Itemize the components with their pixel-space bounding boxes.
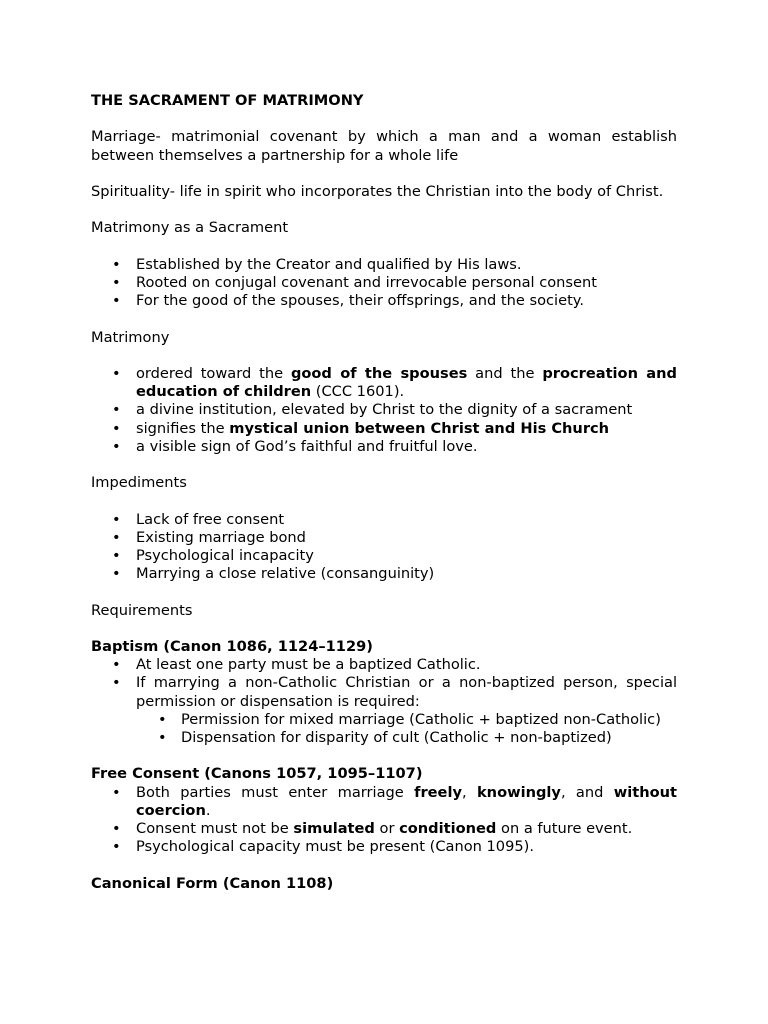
text-run: . — [205, 801, 211, 819]
text-run: Consent must not be — [136, 819, 294, 837]
marriage-definition: Marriage- matrimonial covenant by which a man and a woman establish between themselves a partnership for a whole life — [91, 128, 677, 164]
canonical-form-heading: Canonical Form (Canon 1108) — [91, 874, 334, 892]
list-item: • For the good of the spouses, their offsprings, and the society. — [91, 292, 677, 310]
list-item: • Rooted on conjugal covenant and irrevocable personal consent — [91, 274, 677, 292]
list-item: • Established by the Creator and qualified by His laws. — [91, 256, 677, 274]
sub-list-item: • Dispensation for disparity of cult (Catholic + non-baptized) — [91, 729, 677, 747]
baptism-sublist — [91, 711, 677, 747]
spirituality-definition: Spirituality- life in spirit who incorporates the Christian into the body of Christ. — [91, 182, 664, 200]
impediments-list — [91, 511, 677, 584]
document-title: THE SACRAMENT OF MATRIMONY — [91, 92, 364, 109]
bold-text: mystical union between Christ and His Church — [229, 419, 610, 437]
list-item: • a divine institution, elevated by Christ to the dignity of a sacrament — [91, 401, 677, 419]
bold-text: simulated — [293, 819, 375, 837]
text-run: , and — [560, 783, 614, 801]
list-item: • Lack of free consent — [91, 511, 677, 529]
text-run: signifies the — [136, 419, 230, 437]
list-item — [91, 784, 677, 820]
text-run: on a future event. — [496, 819, 633, 837]
consent-heading: Free Consent (Canons 1057, 1095–1107) — [91, 765, 423, 783]
impediments-heading: Impediments — [91, 474, 187, 492]
text-run: and the — [467, 364, 543, 382]
list-item: • At least one party must be a baptized Catholic. — [91, 656, 677, 674]
bold-text: good of the spouses — [290, 364, 468, 382]
list-item: • Psychological capacity must be present (Canon 1095). — [91, 838, 677, 856]
list-item — [91, 365, 677, 401]
requirements-heading: Requirements — [91, 601, 193, 619]
list-item: • a visible sign of God’s faithful and fruitful love. — [91, 438, 677, 456]
text-run: ordered toward the — [136, 364, 291, 382]
consent-list — [91, 784, 677, 857]
list-item: • If marrying a non-Catholic Christian or a non-baptized person, special permission or dispensation is required: — [91, 674, 677, 710]
text-run: or — [374, 819, 400, 837]
text-run: Both parties must enter marriage — [136, 783, 415, 801]
document-body — [91, 92, 677, 893]
list-item: • Marrying a close relative (consanguinity) — [91, 565, 677, 583]
bold-text: freely — [414, 783, 462, 801]
matrimony-heading: Matrimony — [91, 328, 170, 346]
bold-text: conditioned — [399, 819, 497, 837]
list-item: • Existing marriage bond — [91, 529, 677, 547]
text-run: (CCC 1601). — [311, 383, 405, 401]
baptism-heading: Baptism (Canon 1086, 1124–1129) — [91, 637, 373, 655]
text-run: , — [461, 783, 477, 801]
baptism-list — [91, 656, 677, 711]
bold-text: without coercion — [136, 783, 677, 819]
sacrament-heading: Matrimony as a Sacrament — [91, 219, 289, 237]
matrimony-list — [91, 365, 677, 456]
bold-text: procreation and education of children — [136, 364, 677, 401]
list-item — [91, 420, 677, 438]
list-item — [91, 820, 677, 838]
sub-list-item: • Permission for mixed marriage (Catholic + baptized non-Catholic) — [91, 711, 677, 729]
bold-text: knowingly — [476, 783, 561, 801]
list-item: • Psychological incapacity — [91, 547, 677, 565]
sacrament-list — [91, 256, 677, 311]
